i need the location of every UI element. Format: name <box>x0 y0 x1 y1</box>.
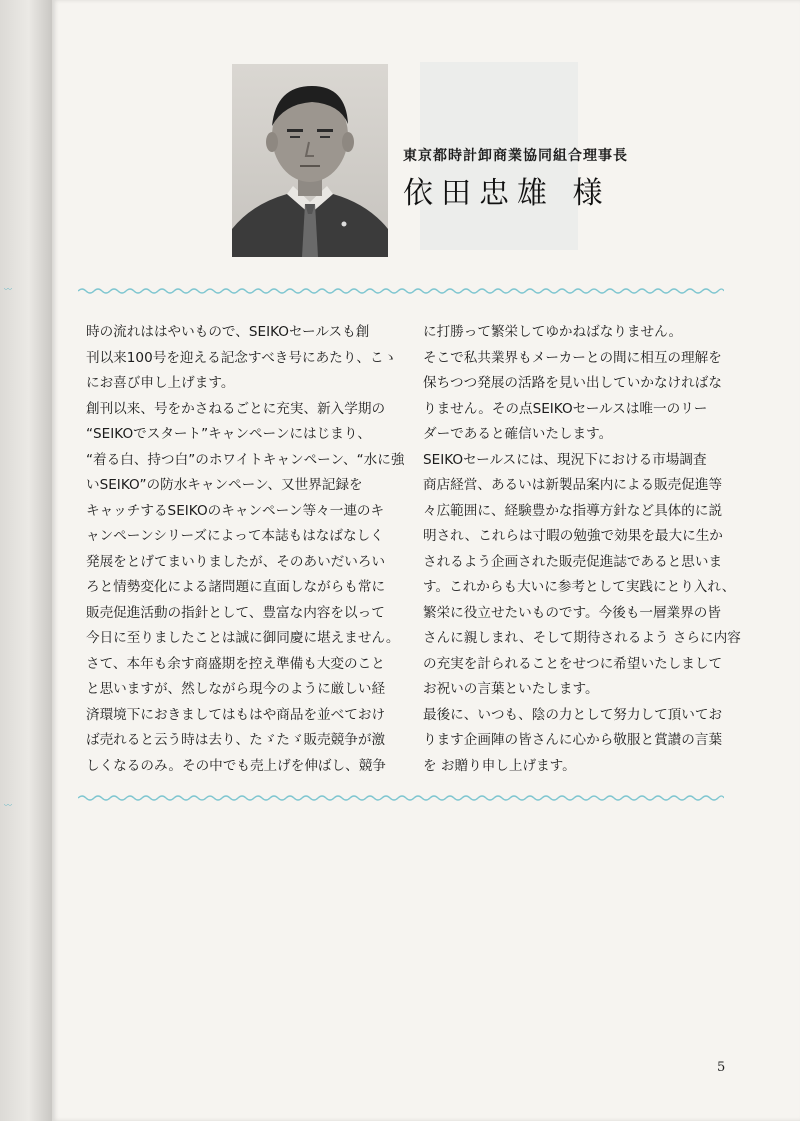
text-line: お祝いの言葉といたします。 <box>423 681 599 697</box>
text-line: ば売れると云う時は去り、たゞたゞ販売競争が激 <box>86 732 386 748</box>
text-line: 販売促進活動の指針として、豊富な内容を以って <box>86 604 385 621</box>
text-line: 済環境下におきましてはもはや商品を並べておけ <box>86 706 386 723</box>
person-name: 依田忠雄 様 <box>403 176 611 211</box>
portrait-photo <box>232 64 388 257</box>
text-line: ダーであると確信いたします。 <box>423 426 613 442</box>
text-line: そこで私共業界もメーカーとの間に相互の理解を <box>423 349 722 366</box>
text-line: 繁栄に役立せたいものです。今後も一層業界の皆 <box>423 604 721 621</box>
text-line: 明され、これらは寸暇の勉強で効果を最大に生か <box>423 528 723 544</box>
text-line: ャンペーンシリーズによって本誌もはなばなしく <box>86 528 384 544</box>
bottom-wave-divider <box>78 793 724 803</box>
page-number: 5 <box>717 1060 726 1075</box>
text-line: 保ちつつ発展の活路を見い出していかなければな <box>423 375 722 391</box>
text-line: 創刊以来、号をかさねるごとに充実、新入学期の <box>86 400 386 417</box>
text-line: しくなるのみ。その中でも売上げを伸ばし、競争 <box>86 757 386 774</box>
text-line: ります企画陣の皆さんに心から敬服と賞讃の言葉 <box>423 732 723 748</box>
text-line: いSEIKO”の防水キャンペーン、又世界記録を <box>86 477 363 493</box>
text-line: キャッチするSEIKOのキャンペーン等々一連のキ <box>86 502 385 519</box>
text-line: されるよう企画された販売促進誌であると思いま <box>423 553 723 570</box>
body-column-right <box>423 320 741 779</box>
portrait-photo-icon <box>232 64 388 257</box>
left-edge-wave-mark: 〰 <box>4 801 12 810</box>
text-line: と思いますが、然しながら現今のように厳しい経 <box>86 681 386 697</box>
text-line: 時の流れははやいもので、SEIKOセールスも創 <box>86 324 370 340</box>
text-line: りません。その点SEIKOセールスは唯一のリー <box>423 400 708 417</box>
text-line: 刊以来100号を迎える記念すべき号にあたり、こゝ <box>86 349 398 366</box>
text-line: を お贈り申し上げます。 <box>423 757 576 774</box>
top-wave-divider <box>78 286 724 296</box>
text-line: “着る白、持つ白”のホワイトキャンペーン、“水に強 <box>86 451 405 468</box>
body-column-left <box>86 320 405 779</box>
text-line: ろと情勢変化による諸問題に直面しながらも常に <box>86 579 386 595</box>
text-line: 々広範囲に、経験豊かな指導方針など具体的に説 <box>423 502 723 519</box>
text-line: の充実を計られることをせつに希望いたしまして <box>423 655 723 672</box>
text-line: に打勝って繁栄してゆかねばなりません。 <box>423 324 683 340</box>
text-line: 発展をとげてまいりましたが、そのあいだいろい <box>86 553 386 570</box>
text-line: “SEIKOでスタート”キャンペーンにはじまり、 <box>86 426 372 442</box>
text-line: 商店経営、あるいは新製品案内による販売促進等 <box>423 477 723 493</box>
affiliation-title: 東京都時計卸商業協同組合理事長 <box>403 148 628 164</box>
text-line: にお喜び申し上げます。 <box>86 375 235 391</box>
text-line: SEIKOセールスには、現況下における市場調査 <box>423 451 707 468</box>
text-line: す。これからも大いに参考として実践にとり入れ、 <box>423 579 736 595</box>
text-line: 最後に、いつも、陰の力として努力して頂いてお <box>423 706 723 723</box>
left-edge-wave-mark: 〰 <box>4 285 12 294</box>
text-line: さんに親しまれ、そして期待されるよう さらに内容 <box>423 630 741 646</box>
left-page-edge <box>0 0 52 1121</box>
text-line: 今日に至りましたことは誠に御同慶に堪えません。 <box>86 630 400 646</box>
text-line: さて、本年も余す商盛期を控え準備も大変のこと <box>86 655 385 672</box>
